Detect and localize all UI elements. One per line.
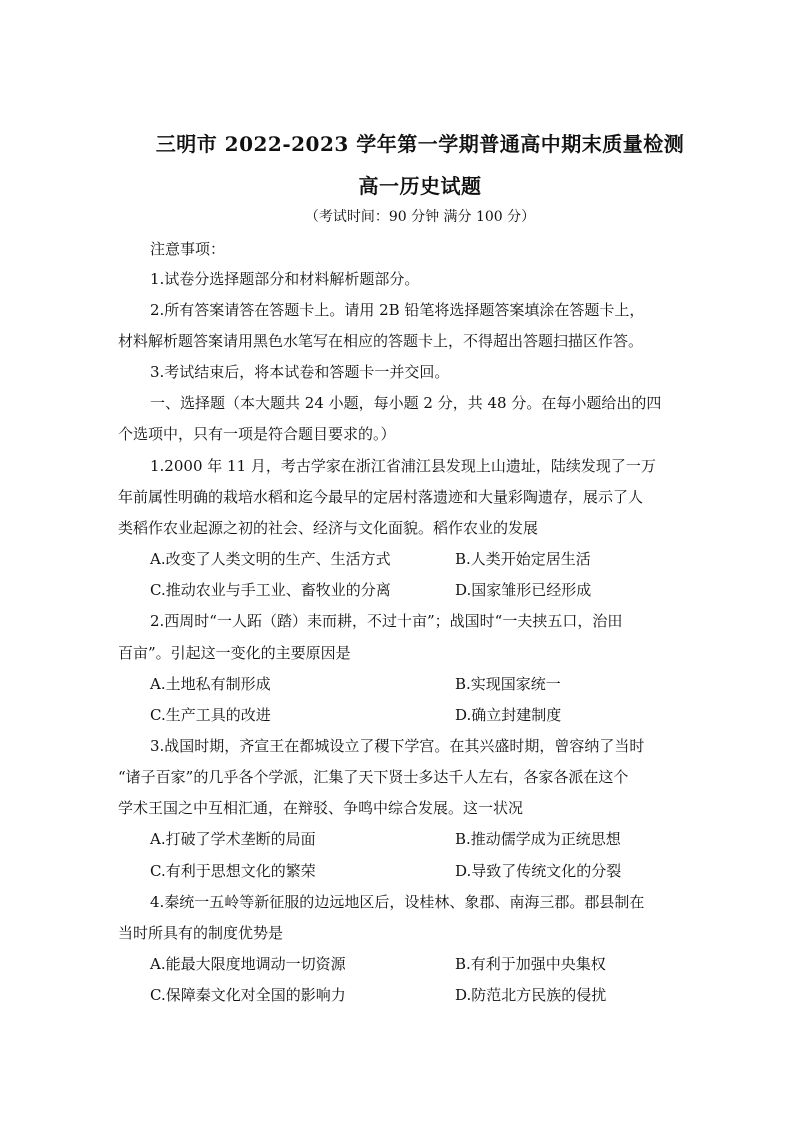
- q1-stem-line-3: 类稻作农业起源之初的社会、经济与文化面貌。稻作农业的发展: [118, 519, 539, 537]
- q4-stem-line-1: 4.秦统一五岭等新征服的边远地区后，设桂林、象郡、南海三郡。郡县制在: [150, 893, 645, 911]
- exam-subject: 高一历史试题: [358, 174, 482, 198]
- section1-line-1: 一、选择题（本大题共 24 小题，每小题 2 分，共 48 分。在每小题给出的四: [150, 394, 662, 412]
- notes-item-1: 1.试卷分选择题部分和材料解析题部分。: [150, 270, 420, 288]
- q3-option-a: A.打破了学术垄断的局面: [150, 830, 316, 848]
- q1-stem-line-2: 年前属性明确的栽培水稻和迄今最早的定居村落遗迹和大量彩陶遗存，展示了人: [118, 488, 644, 506]
- q2-option-d: D.确立封建制度: [455, 706, 562, 724]
- q1-option-b: B.人类开始定居生活: [455, 550, 591, 568]
- q3-option-b: B.推动儒学成为正统思想: [455, 830, 621, 848]
- q1-option-c: C.推动农业与手工业、畜牧业的分离: [150, 581, 391, 599]
- q2-option-b: B.实现国家统一: [455, 675, 561, 693]
- exam-info: （考试时间：90 分钟 满分 100 分）: [304, 209, 536, 225]
- q3-stem-line-1: 3.战国时期，齐宣王在都城设立了稷下学宫。在其兴盛时期，曾容纳了当时: [150, 737, 645, 755]
- q4-option-b: B.有利于加强中央集权: [455, 955, 606, 973]
- q4-stem-line-2: 当时所具有的制度优势是: [118, 924, 284, 942]
- q1-stem-line-1: 1.2000 年 11 月，考古学家在浙江省浦江县发现上山遗址，陆续发现了一万: [150, 457, 656, 475]
- notes-heading: 注意事项：: [150, 240, 226, 258]
- q4-option-a: A.能最大限度地调动一切资源: [150, 955, 346, 973]
- q3-option-c: C.有利于思想文化的繁荣: [150, 862, 316, 880]
- notes-item-2-line-2: 材料解析题答案请用黑色水笔写在相应的答题卡上，不得超出答题扫描区作答。: [118, 332, 644, 350]
- q2-option-a: A.土地私有制形成: [150, 675, 271, 693]
- q2-stem-line-1: 2.西周时“一人跖（踏）耒而耕，不过十亩”；战国时“一夫挟五口，治田: [150, 612, 623, 630]
- q3-stem-line-2: “诸子百家”的几乎各个学派，汇集了天下贤士多达千人左右，各家各派在这个: [118, 768, 629, 786]
- notes-item-3: 3.考试结束后，将本试卷和答题卡一并交回。: [150, 363, 450, 381]
- q4-option-d: D.防范北方民族的侵扰: [455, 986, 607, 1004]
- q1-option-a: A.改变了人类文明的生产、生活方式: [150, 550, 391, 568]
- q3-stem-line-3: 学术王国之中互相汇通，在辩驳、争鸣中综合发展。这一状况: [118, 799, 524, 817]
- section1-line-2: 个选项中，只有一项是符合题目要求的。）: [118, 425, 396, 443]
- exam-title: 三明市 2022-2023 学年第一学期普通高中期末质量检测: [155, 132, 685, 156]
- q2-stem-line-2: 百亩”。引起这一变化的主要原因是: [118, 644, 351, 662]
- q2-option-c: C.生产工具的改进: [150, 706, 271, 724]
- q4-option-c: C.保障秦文化对全国的影响力: [150, 986, 346, 1004]
- notes-item-2-line-1: 2.所有答案请答在答题卡上。请用 2B 铅笔将选择题答案填涂在答题卡上，: [150, 301, 645, 319]
- q3-option-d: D.导致了传统文化的分裂: [455, 862, 622, 880]
- q1-option-d: D.国家雏形已经形成: [455, 581, 592, 599]
